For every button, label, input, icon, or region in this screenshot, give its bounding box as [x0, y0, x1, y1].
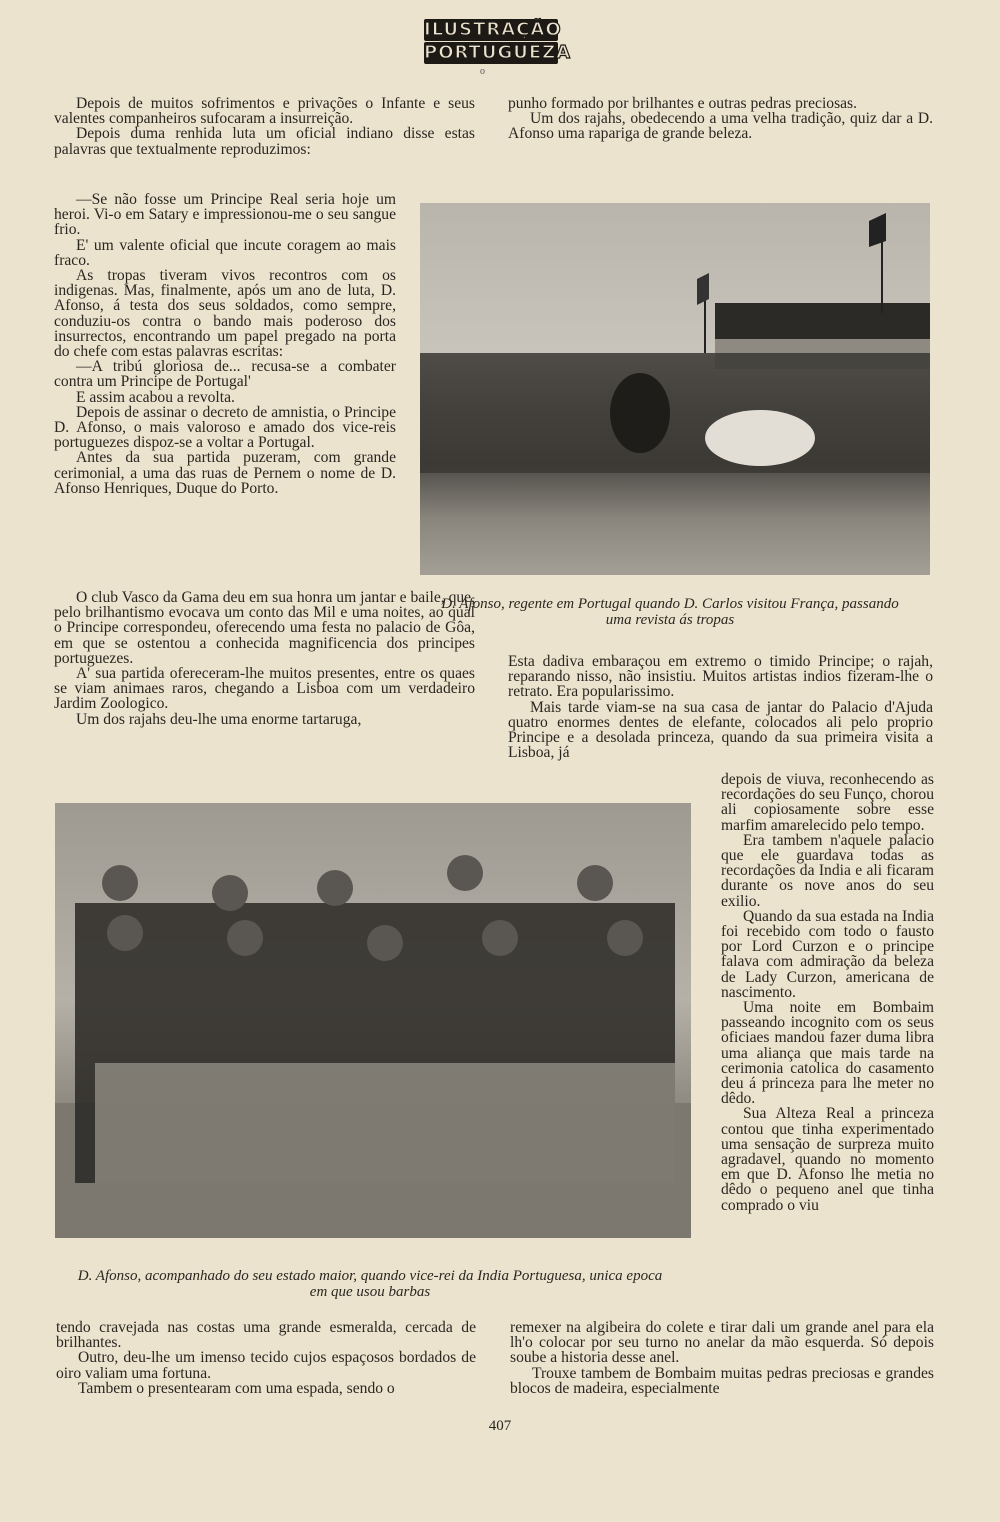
paragraph: Um dos rajahs, obedecendo a uma velha tradição, quiz dar a D. Afonso uma rapariga de grande beleza.	[508, 110, 933, 143]
trousers-row	[95, 1063, 675, 1183]
paragraph: Esta dadiva embaraçou em extremo o timido Principe; o rajah, reparando nisso, não insistiu. Muitos artistas indios fizeram-lhe o retrato. Era popularissimo.	[508, 653, 933, 701]
paragraph: Mais tarde viam-se na sua casa de jantar do Palacio d'Ajuda quatro enormes dentes de elefante, colocados ali pelo proprio Principe e a desolada princeza, quando da sua primeira visita a Lisboa, já	[508, 698, 933, 762]
paragraph: —A tribú gloriosa de... recusa-se a combater contra um Principe de Portugal'	[54, 358, 396, 391]
flag	[869, 213, 886, 247]
officer-head	[367, 925, 403, 961]
paragraph: —Se não fosse um Principe Real seria hoje um heroi. Vi-o em Satary e impressionou-me o seu sangue frio.	[54, 191, 396, 239]
right-column-bottom	[510, 1320, 934, 1396]
officer-head	[102, 865, 138, 901]
masthead-line-2: PORTUGUEZA	[424, 42, 572, 63]
page-number: 407	[488, 1418, 512, 1434]
right-column-top	[508, 96, 933, 142]
paragraph: Depois de muitos sofrimentos e privações o Infante e seus valentes companheiros sufocaram a insurreição.	[54, 95, 475, 128]
officer-head	[212, 875, 248, 911]
officer-head	[107, 915, 143, 951]
paragraph: Depois duma renhida luta um oficial indiano disse estas palavras que textualmente reproduzimos:	[54, 125, 475, 158]
officer-head	[227, 920, 263, 956]
right-column-mid	[508, 654, 933, 760]
left-column-top	[54, 96, 475, 157]
paragraph: remexer na algibeira do colete e tirar dali um grande anel para ela lh'o colocar por seu turno no anelar da mão esquerda. Só depois soube a historia desse anel.	[510, 1319, 934, 1367]
paragraph: Outro, deu-lhe um imenso tecido cujos espaçosos bordados de oiro valiam uma fortuna.	[56, 1349, 476, 1382]
paragraph: Sua Alteza Real a princeza contou que tinha experimentado uma sensação de surpreza muito agradavel, quando no momento em que D. Afonso lhe metia no dêdo o pequeno anel que tinha comprado o viu	[721, 1105, 934, 1214]
paragraph: E' um valente oficial que incute coragem ao mais fraco.	[54, 236, 396, 269]
white-horse	[705, 410, 815, 466]
left-column-bottom	[56, 1320, 476, 1396]
photo-caption-troop-review: D. Afonso, regente em Portugal quando D. Carlos visitou França, passando uma revista ás tropas	[441, 596, 899, 628]
staff-portrait-photo	[55, 803, 691, 1238]
photo-caption-staff-portrait: D. Afonso, acompanhado do seu estado maior, quando vice-rei da India Portuguesa, unica epoca em que usou barbas	[77, 1268, 663, 1300]
paragraph: Depois de assinar o decreto de amnistia, o Principe D. Afonso, o mais valoroso e amado dos vice-reis portuguezes dispoz-se a voltar a Portugal.	[54, 403, 396, 452]
paragraph: tendo cravejada nas costas uma grande esmeralda, cercada de brilhantes.	[56, 1319, 476, 1352]
flag	[697, 273, 709, 305]
paragraph: Um dos rajahs deu-lhe uma enorme tartaruga,	[76, 710, 362, 728]
paragraph: Antes da sua partida puzeram, com grande cerimonial, a uma das ruas de Pernem o nome de D. Afonso Henriques, Duque do Porto.	[54, 449, 396, 497]
masthead-line-1: ILUSTRAÇÃO	[424, 19, 562, 40]
paragraph: O club Vasco da Gama deu em sua honra um jantar e baile, que, pelo brilhantismo evocava um conto das Mil e uma noites, ao qual o Principe correspondeu, oferecendo uma festa no palacio de Gôa, em que se ostentou a conhecida magnificencia dos principes portuguezes.	[54, 589, 475, 667]
officer-head	[447, 855, 483, 891]
paragraph: depois de viuva, reconhecendo as recordações do seu Funço, chorou ali copiosamente sobre esse marfim amarelecido pelo tempo.	[721, 771, 934, 834]
grandstand-canopy	[715, 303, 930, 339]
right-column-narrow	[721, 772, 934, 1213]
masthead-ornament: o	[480, 66, 485, 77]
paragraph: A' sua partida ofereceram-lhe muitos presentes, entre os quaes se viam animaes raros, chegando a Lisboa com um verdadeiro Jardim Zoologico.	[54, 665, 475, 713]
officer-head	[607, 920, 643, 956]
paragraph: punho formado por brilhantes e outras pedras preciosas.	[508, 95, 858, 112]
troop-review-illustration	[420, 203, 930, 575]
troop-review-photo	[420, 203, 930, 575]
officer-head	[317, 870, 353, 906]
left-column-narrow	[54, 192, 396, 496]
paragraph: Uma noite em Bombaim passeando incognito com os seus oficiaes mandou fazer duma libra uma aliança que mais tarde na cerimonia catolica do casamento deu á princeza para lhe meter no dêdo.	[721, 999, 934, 1108]
rider	[610, 373, 670, 453]
paragraph: Quando da sua estada na India foi recebido com todo o fausto por Lord Curzon e o principe falava com admiração da beleza de Lady Curzon, americana de nascimento.	[721, 907, 934, 1001]
paragraph: Era tambem n'aquele palacio que ele guardava todas as recordações da India e ali ficaram durante os nove anos do seu exilio.	[721, 831, 934, 910]
staff-portrait-illustration	[55, 803, 691, 1238]
cavalry-group	[420, 353, 930, 473]
paragraph: As tropas tiveram vivos recontros com os indigenas. Mas, finalmente, após um ano de luta, D. Afonso, á testa dos seus soldados, como sempre, conduziu-os contra o bando mais poderoso dos insurrectos, encontrando um papel pregado na porta do chefe com estas palavras escritas:	[54, 267, 396, 361]
left-column-wide	[54, 590, 475, 727]
paragraph: Trouxe tambem de Bombaim muitas pedras preciosas e grandes blocos de madeira, especialmente	[510, 1364, 934, 1397]
paragraph: E assim acabou a revolta.	[76, 388, 235, 406]
officer-head	[577, 865, 613, 901]
paragraph: Tambem o presentearam com uma espada, sendo o	[78, 1379, 395, 1397]
masthead-logo	[424, 18, 572, 68]
officer-head	[482, 920, 518, 956]
